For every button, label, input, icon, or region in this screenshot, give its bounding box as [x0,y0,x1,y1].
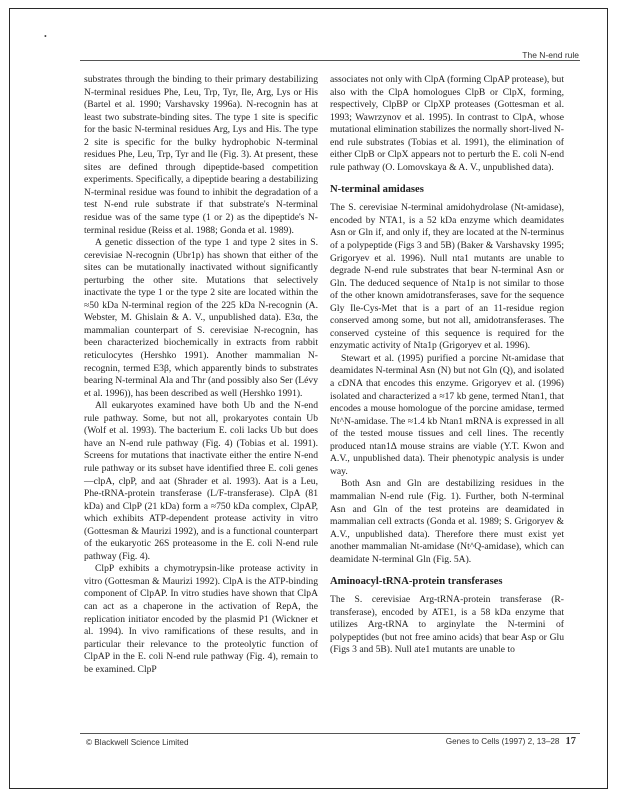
body-paragraph: The S. cerevisiae Arg-tRNA-protein transferase (R-transferase), encoded by ATE1, is a 58 kDa enzyme that utilizes Arg-tRNA to arginylate the N-termini of polypeptides (but not free amino acids) that bear Asp or Glu (Figs 3 and 5B). Null ate1 mutants are unable to [330,594,564,656]
footer-rule [80,733,580,734]
section-heading: N-terminal amidases [330,184,424,196]
page-number: 17 [565,736,576,747]
body-paragraph: A genetic dissection of the type 1 and type 2 sites in S. cerevisiae N-recognin (Ubr1p) has shown that either of the sites can be mutationally inactivated without significantly perturbing the other site. Mutations that selectively inactivate the type 1 or the type 2 site are located within the ≈50 kDa N-terminal region of the 225 kDa N-recognin (A. Webster, M. Ghislain & A. V., unpublished data). E3α, the mammalian counterpart of S. cerevisiae N-recognin, has been characterized biochemically in extracts from rabbit reticulocytes (Hershko 1991). Another mammalian N-recognin, termed E3β, which apparently binds to substrates bearing N-terminal Ala and Thr (and possibly also Ser (Lévy et al. 1996)), has been described as well (Hershko 1991). [84,237,318,399]
running-title: The N-end rule [522,50,579,60]
header-rule [80,60,580,61]
margin-mark: • [44,32,47,41]
publisher-notice: © Blackwell Science Limited [86,738,189,747]
citation-text: Genes to Cells (1997) 2, 13–28 [445,737,560,746]
body-paragraph: Stewart et al. (1995) purified a porcine Nt-amidase that deamidates N-terminal Asn (N) but not Gln (Q), and isolated a cDNA that encodes this enzyme. Grigoryev et al. (1996) isolated and characterized a ≈17 kb gene, termed Ntan1, that encodes a mouse homologue of the porcine amidase, termed Nt^N-amidase. The ≈1.4 kb Ntan1 mRNA is expressed in all of the tested mouse tissues and cell lines. The recently produced ntan1Δ mouse strains are viable (Y.T. Kwon and A.V., unpublished data). Their phenotypic analysis is under way. [330,352,564,477]
body-paragraph: substrates through the binding to their primary destabilizing N-terminal residues Phe, Leu, Trp, Tyr, Ile, Arg, Lys or His (Bartel et al. 1990; Varshavsky 1996a). N-recognin has at least two substrate-binding sites. The type 1 site is specific for the basic N-terminal residues Arg, Lys and His. The type 2 site is specific for the bulky hydrophobic N-terminal residues Phe, Leu, Trp, Tyr and Ile (Fig. 3). At present, these sites are defined through dipeptide-based competition experiments. Specifically, a dipeptide bearing a destabilizing N-terminal residue was found to inhibit the degradation of a test N-end rule substrate if that substrate's N-terminal residue was of the same type (1 or 2) as the dipeptide's N-terminal residue (Reiss et al. 1988; Gonda et al. 1989). [84,74,318,236]
body-paragraph: ClpP exhibits a chymotrypsin-like protease activity in vitro (Gottesman & Maurizi 1992). ClpA is the ATP-binding component of ClpAP. In vitro studies have shown that ClpA can act as a chaperone in the activation of RepA, the replication initiator encoded by the plasmid P1 (Wickner et al. 1994). In vivo ramifications of these results, and in particular their relevance to the proteolytic function of ClpAP in the E. coli N-end rule pathway (Fig. 4), remain to be examined. ClpP [84,563,318,675]
section-heading: Aminoacyl-tRNA-protein transferases [330,576,503,588]
body-paragraph: Both Asn and Gln are destabilizing residues in the mammalian N-end rule (Fig. 1). Further, both N-terminal Asn and Gln of the test proteins are deamidated in mammalian cell extracts (Gonda et al. 1989; S. Grigoryev & A.V., unpublished data). Therefore there must exist yet another mammalian Nt-amidase (Nt^Q-amidase), which can deamidate N-terminal Gln (Fig. 5A). [330,478,564,565]
journal-citation [446,736,576,747]
body-paragraph: The S. cerevisiae N-terminal amidohydrolase (Nt-amidase), encoded by NTA1, is a 52 kDa enzyme which deamidates Asn or Gln if, and only if, they are located at the N-terminus of a polypeptide (Figs 3 and 5B) (Baker & Varshavsky 1995; Grigoryev et al. 1996). Null nta1 mutants are unable to degrade N-end rule substrates that bear N-terminal Asn or Gln. The deduced sequence of Nta1p is not similar to those of the other known amidotransferases, save for the sequence Gly Ile-Cys-Met that is a part of an 11-residue region conserved among some, but not all, amidotransferases. The conserved cysteine of this sequence is required for the enzymatic activity of Nta1p (Grigoryev et al. 1996). [330,202,564,352]
right-column [330,74,564,657]
left-column [84,74,318,676]
body-paragraph: associates not only with ClpA (forming ClpAP protease), but also with the ClpA homologues ClpB or ClpX, forming, respectively, ClpBP or ClpXP proteases (Gottesman et al. 1993; Wawrzynov et al. 1995). In contrast to ClpA, whose mutational elimination stabilizes the normally short-lived N-end rule substrates (Tobias et al. 1991), the elimination of either ClpB or ClpX appears not to perturb the E. coli N-end rule pathway (O. Lomovskaya & A. V., unpublished data). [330,74,564,173]
body-paragraph: All eukaryotes examined have both Ub and the N-end rule pathway. Some, but not all, prokaryotes contain Ub (Wolf et al. 1993). The bacterium E. coli lacks Ub but does have an N-end rule pathway (Fig. 4) (Tobias et al. 1991). Screens for mutations that inactivate either the entire N-end rule pathway or its subset have identified three E. coli genes—clpA, clpP, and aat (Shrader et al. 1993). Aat is a Leu, Phe-tRNA-protein transferase (L/F-transferase). ClpA (81 kDa) and ClpP (21 kDa) form a ≈750 kDa complex, ClpAP, which exhibits ATP-dependent protease activity in vitro (Gottesman & Maurizi 1992), and is a functional counterpart of the eukaryotic 26S proteasome in the E. coli N-end rule pathway (Fig. 4). [84,400,318,562]
